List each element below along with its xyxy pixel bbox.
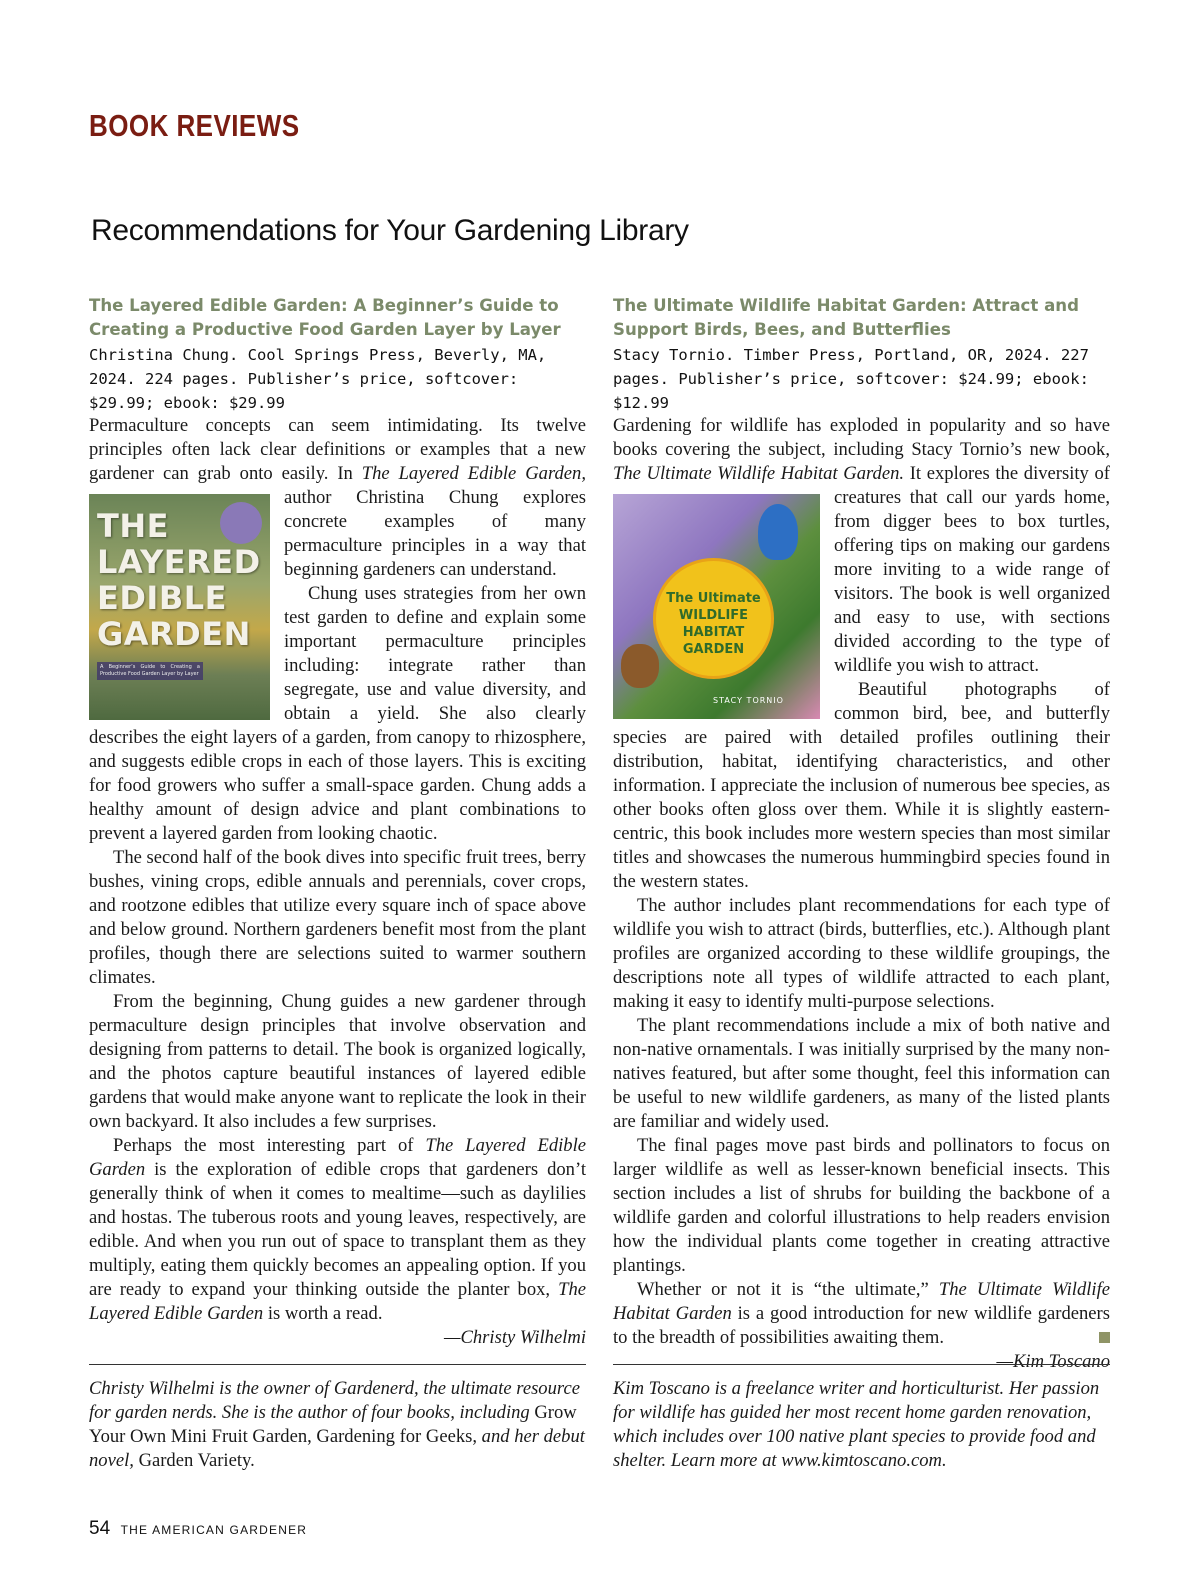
right-paragraph-5: The final pages move past birds and pollinators to focus on larger wildlife as well as lesser-known beneficial insects. This section includes a list of shrubs for building the backbone of a wildlife garden and colorful illustrations to help readers envision how the individual plants come together in creating attractive plantings.	[613, 1135, 1110, 1276]
right-paragraph-4: The plant recommendations include a mix of both native and non-native ornamentals. I was initially surprised by the many non-natives featured, but after some thought, feel this information can be useful to new wildlife gardeners, as many of the listed plants are familiar and widely used.	[613, 1015, 1110, 1132]
cover-title: THE LAYERED EDIBLE GARDEN	[97, 507, 261, 653]
right-paragraph-2: Beautiful photographs of common bird, bee, and butterfly species are paired with detailed profiles outlining their distribution, habitat, identifying characteristics, and other information. I appreciate the inclusion of numerous bee species, as other books often gloss over them. While it is slightly eastern-centric, this book includes more western species than most similar titles and showcases the numerous hummingbird species found in the western states.	[613, 679, 1110, 892]
left-review	[89, 414, 586, 1350]
cover-title: The Ultimate WILDLIFE HABITAT GARDEN	[666, 591, 761, 657]
page-number: 54	[89, 1518, 111, 1539]
right-book-title: The Ultimate Wildlife Habitat Garden: Attract and Support Birds, Bees, and Butterflies	[613, 296, 1079, 339]
left-paragraph-1: Permaculture concepts can seem intimidating. Its twelve principles often lack clear definitions or examples that a new gardener can grab onto easily. In The Layered Edible Garden, THE LAYERED EDIBLE GARDEN A Beginner’s Guide to Creating a Productive Food Garden Layer by Layer author Christina Chung explores concrete examples of many permaculture principles in a way that beginning gardeners can understand.	[89, 414, 586, 582]
end-mark-icon	[1099, 1332, 1110, 1343]
right-paragraph-1: Gardening for wildlife has exploded in popularity and so have books covering the subject, including Stacy Tornio’s new book, The Ultimate Wildlife Habitat Garden. The Ultimate WILDLIFE HABITAT GARDEN STACY TORNIO It explores the diversity of creatures that call our yards home, from digger bees to box turtles, offering tips on making our gardens more inviting to a wide range of visitors. The book is well organized and easy to use, with sections divided according to the type of wildlife you wish to attract.	[613, 414, 1110, 678]
left-divider	[89, 1364, 586, 1365]
page-footer	[89, 1518, 307, 1540]
butterfly-image	[621, 644, 659, 688]
left-book-title: The Layered Edible Garden: A Beginner’s Guide to Creating a Productive Food Garden Layer by Layer	[89, 296, 561, 339]
right-paragraph-3: The author includes plant recommendations for each type of wildlife you wish to attract (birds, butterflies, etc.). Although plant profiles are organized according to these wildlife groupings, the descriptions note all types of wildlife attracted to each plant, making it easy to identify multi-purpose selections.	[613, 895, 1110, 1012]
left-paragraph-5: Perhaps the most interesting part of The Layered Edible Garden is the exploration of edible crops that gardeners don’t generally think of when it comes to mealtime—such as daylilies and hostas. The tuberous roots and young leaves, respectively, are edible. And when you run out of space to transplant them as they multiply, eating them quickly becomes an appealing option. If you are ready to expand your thinking outside the planter box, The Layered Edible Garden is worth a read.	[89, 1135, 586, 1324]
left-paragraph-2: Chung uses strategies from her own test garden to define and explain some important permaculture principles including: integrate rather than segregate, use and value diversity, and obtain a yield. She also clearly describes the eight layers of a garden, from canopy to rhizosphere, and suggests edible crops in each of those layers. This is exciting for food growers who suffer a small-space garden. Chung adds a healthy amount of design advice and plant combinations to prevent a layered garden from looking chaotic.	[89, 583, 586, 844]
left-paragraph-3: The second half of the book dives into specific fruit trees, berry bushes, vining crops, edible annuals and perennials, cover crops, and rootzone edibles that utilize every square inch of space above and below ground. Northern gardeners benefit most from the plant profiles, though there are selections suited to warmer southern climates.	[89, 847, 586, 988]
magazine-name: THE AMERICAN GARDENER	[120, 1523, 308, 1537]
left-signature: —Christy Wilhelmi	[443, 1327, 586, 1348]
left-author-bio: Christy Wilhelmi is the owner of Gardenerd, the ultimate resource for garden nerds. She is the author of four books, including Grow Your Own Mini Fruit Garden, Gardening for Geeks, and her debut novel, Garden Variety.	[89, 1378, 585, 1471]
right-book-meta: Stacy Tornio. Timber Press, Portland, OR, 2024. 227 pages. Publisher’s price, softcover: $24.99; ebook: $12.99	[613, 346, 1089, 412]
right-review	[613, 414, 1110, 1374]
layered-edible-garden-cover-image	[89, 494, 270, 720]
right-signature: —Kim Toscano	[996, 1351, 1110, 1372]
right-divider	[613, 1364, 1110, 1365]
cover-author: STACY TORNIO	[713, 696, 784, 705]
left-book-meta: Christina Chung. Cool Springs Press, Beverly, MA, 2024. 224 pages. Publisher’s price, softcover: $29.99; ebook: $29.99	[89, 346, 547, 412]
right-paragraph-6: Whether or not it is “the ultimate,” The Ultimate Wildlife Habitat Garden is a good introduction for new wildlife gardeners to the breadth of possibilities awaiting them.	[613, 1279, 1111, 1348]
wildlife-habitat-garden-cover-image	[613, 494, 820, 719]
page-title: Recommendations for Your Gardening Library	[91, 214, 689, 247]
cover-subtitle: A Beginner’s Guide to Creating a Productive Food Garden Layer by Layer	[97, 662, 203, 680]
bunting-bird-image	[758, 504, 798, 560]
right-author-bio: Kim Toscano is a freelance writer and horticulturist. Her passion for wildlife has guided her most recent home garden renovation, which includes over 100 native plant species to provide food and shelter. Learn more at www.kimtoscano.com.	[613, 1378, 1100, 1471]
section-heading: BOOK REVIEWS	[89, 108, 300, 143]
left-paragraph-4: From the beginning, Chung guides a new gardener through permaculture design principles that involve observation and designing from patterns to detail. The book is organized logically, and the photos capture beautiful instances of layered edible gardens that would make anyone want to replicate the look in their own backyard. It also includes a few surprises.	[89, 991, 586, 1132]
